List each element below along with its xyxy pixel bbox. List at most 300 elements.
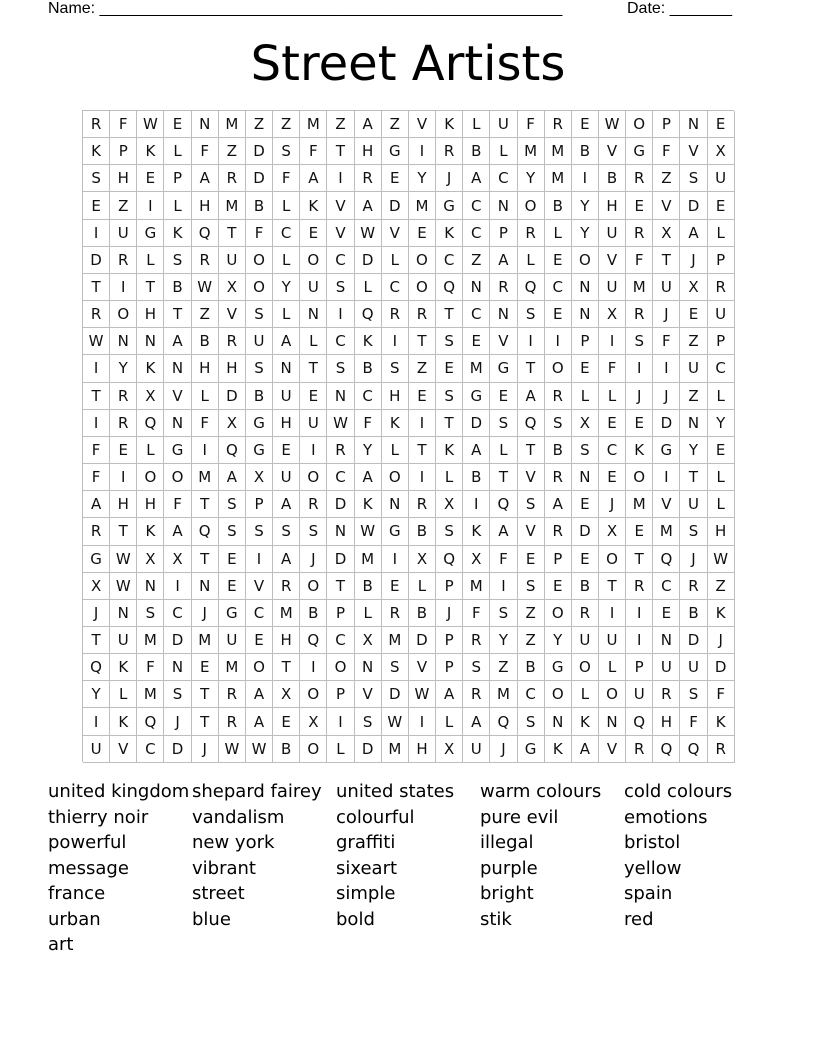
grid-cell[interactable]: V bbox=[599, 138, 626, 165]
grid-cell[interactable]: Z bbox=[490, 654, 517, 681]
grid-cell[interactable]: I bbox=[83, 220, 110, 247]
grid-cell[interactable]: L bbox=[192, 383, 219, 410]
grid-cell[interactable]: T bbox=[192, 491, 219, 518]
grid-cell[interactable]: A bbox=[436, 681, 463, 708]
grid-cell[interactable]: E bbox=[599, 464, 626, 491]
grid-cell[interactable]: A bbox=[518, 383, 545, 410]
grid-cell[interactable]: M bbox=[219, 111, 246, 138]
grid-cell[interactable]: O bbox=[300, 736, 327, 763]
grid-cell[interactable]: X bbox=[436, 491, 463, 518]
grid-cell[interactable]: H bbox=[355, 138, 382, 165]
grid-cell[interactable]: J bbox=[653, 301, 680, 328]
grid-cell[interactable]: O bbox=[246, 654, 273, 681]
grid-cell[interactable]: N bbox=[490, 301, 517, 328]
grid-cell[interactable]: D bbox=[327, 546, 354, 573]
grid-cell[interactable]: R bbox=[83, 111, 110, 138]
grid-cell[interactable]: K bbox=[626, 437, 653, 464]
grid-cell[interactable]: C bbox=[463, 301, 490, 328]
grid-cell[interactable]: F bbox=[192, 138, 219, 165]
grid-cell[interactable]: D bbox=[355, 736, 382, 763]
grid-cell[interactable]: O bbox=[300, 247, 327, 274]
grid-cell[interactable]: L bbox=[110, 681, 137, 708]
grid-cell[interactable]: U bbox=[490, 111, 517, 138]
grid-cell[interactable]: F bbox=[300, 138, 327, 165]
grid-cell[interactable]: V bbox=[653, 192, 680, 219]
grid-cell[interactable]: L bbox=[436, 464, 463, 491]
grid-cell[interactable]: A bbox=[246, 681, 273, 708]
grid-cell[interactable]: Y bbox=[518, 165, 545, 192]
grid-cell[interactable]: C bbox=[708, 355, 735, 382]
grid-cell[interactable]: B bbox=[246, 383, 273, 410]
grid-cell[interactable]: N bbox=[192, 111, 219, 138]
grid-cell[interactable]: G bbox=[219, 600, 246, 627]
grid-cell[interactable]: O bbox=[327, 654, 354, 681]
grid-cell[interactable]: F bbox=[83, 464, 110, 491]
grid-cell[interactable]: O bbox=[137, 464, 164, 491]
grid-cell[interactable]: T bbox=[192, 681, 219, 708]
grid-cell[interactable]: G bbox=[382, 138, 409, 165]
grid-cell[interactable]: T bbox=[273, 654, 300, 681]
grid-cell[interactable]: J bbox=[490, 736, 517, 763]
grid-cell[interactable]: R bbox=[572, 600, 599, 627]
grid-cell[interactable]: I bbox=[192, 437, 219, 464]
grid-cell[interactable]: E bbox=[490, 383, 517, 410]
grid-cell[interactable]: R bbox=[463, 681, 490, 708]
grid-cell[interactable]: S bbox=[164, 247, 191, 274]
grid-cell[interactable]: P bbox=[490, 220, 517, 247]
grid-cell[interactable]: K bbox=[436, 220, 463, 247]
grid-cell[interactable]: Y bbox=[83, 681, 110, 708]
grid-cell[interactable]: N bbox=[273, 355, 300, 382]
grid-cell[interactable]: R bbox=[83, 301, 110, 328]
grid-cell[interactable]: T bbox=[110, 518, 137, 545]
grid-cell[interactable]: X bbox=[246, 464, 273, 491]
grid-cell[interactable]: Q bbox=[653, 546, 680, 573]
grid-cell[interactable]: Q bbox=[192, 518, 219, 545]
grid-cell[interactable]: S bbox=[518, 301, 545, 328]
grid-cell[interactable]: F bbox=[518, 111, 545, 138]
grid-cell[interactable]: H bbox=[219, 355, 246, 382]
grid-cell[interactable]: S bbox=[518, 708, 545, 735]
grid-cell[interactable]: W bbox=[409, 681, 436, 708]
grid-cell[interactable]: U bbox=[572, 627, 599, 654]
grid-cell[interactable]: E bbox=[572, 111, 599, 138]
grid-cell[interactable]: L bbox=[708, 383, 735, 410]
grid-cell[interactable]: Y bbox=[708, 410, 735, 437]
grid-cell[interactable]: T bbox=[599, 573, 626, 600]
grid-cell[interactable]: R bbox=[653, 681, 680, 708]
grid-cell[interactable]: S bbox=[83, 165, 110, 192]
grid-cell[interactable]: C bbox=[545, 274, 572, 301]
grid-cell[interactable]: N bbox=[327, 518, 354, 545]
grid-cell[interactable]: S bbox=[518, 573, 545, 600]
grid-cell[interactable]: H bbox=[653, 708, 680, 735]
grid-cell[interactable]: N bbox=[110, 600, 137, 627]
grid-cell[interactable]: N bbox=[490, 192, 517, 219]
grid-cell[interactable]: K bbox=[110, 654, 137, 681]
grid-cell[interactable]: L bbox=[545, 220, 572, 247]
grid-cell[interactable]: C bbox=[463, 220, 490, 247]
grid-cell[interactable]: I bbox=[626, 627, 653, 654]
grid-cell[interactable]: E bbox=[137, 165, 164, 192]
grid-cell[interactable]: P bbox=[572, 328, 599, 355]
grid-cell[interactable]: A bbox=[355, 464, 382, 491]
grid-cell[interactable]: L bbox=[599, 383, 626, 410]
grid-cell[interactable]: U bbox=[219, 627, 246, 654]
grid-cell[interactable]: R bbox=[708, 274, 735, 301]
grid-cell[interactable]: L bbox=[137, 437, 164, 464]
grid-cell[interactable]: A bbox=[273, 491, 300, 518]
grid-cell[interactable]: S bbox=[246, 301, 273, 328]
grid-cell[interactable]: T bbox=[518, 355, 545, 382]
grid-cell[interactable]: A bbox=[463, 708, 490, 735]
grid-cell[interactable]: M bbox=[626, 274, 653, 301]
grid-cell[interactable]: S bbox=[490, 410, 517, 437]
grid-cell[interactable]: O bbox=[382, 464, 409, 491]
grid-cell[interactable]: C bbox=[463, 192, 490, 219]
grid-cell[interactable]: I bbox=[327, 301, 354, 328]
grid-cell[interactable]: F bbox=[490, 546, 517, 573]
grid-cell[interactable]: Y bbox=[409, 165, 436, 192]
grid-cell[interactable]: H bbox=[599, 192, 626, 219]
grid-cell[interactable]: K bbox=[300, 192, 327, 219]
grid-cell[interactable]: N bbox=[680, 410, 707, 437]
grid-cell[interactable]: R bbox=[545, 518, 572, 545]
grid-cell[interactable]: B bbox=[273, 736, 300, 763]
grid-cell[interactable]: N bbox=[192, 573, 219, 600]
grid-cell[interactable]: B bbox=[599, 165, 626, 192]
grid-cell[interactable]: V bbox=[409, 654, 436, 681]
grid-cell[interactable]: O bbox=[409, 274, 436, 301]
grid-cell[interactable]: E bbox=[545, 247, 572, 274]
grid-cell[interactable]: E bbox=[572, 355, 599, 382]
grid-cell[interactable]: G bbox=[246, 437, 273, 464]
grid-cell[interactable]: E bbox=[382, 165, 409, 192]
grid-cell[interactable]: A bbox=[300, 165, 327, 192]
grid-cell[interactable]: V bbox=[490, 328, 517, 355]
grid-cell[interactable]: I bbox=[110, 464, 137, 491]
grid-cell[interactable]: O bbox=[300, 681, 327, 708]
grid-cell[interactable]: V bbox=[355, 681, 382, 708]
grid-cell[interactable]: D bbox=[246, 138, 273, 165]
grid-cell[interactable]: F bbox=[110, 111, 137, 138]
grid-cell[interactable]: S bbox=[436, 518, 463, 545]
grid-cell[interactable]: M bbox=[545, 138, 572, 165]
grid-cell[interactable]: U bbox=[273, 464, 300, 491]
grid-cell[interactable]: J bbox=[708, 627, 735, 654]
grid-cell[interactable]: L bbox=[518, 247, 545, 274]
grid-cell[interactable]: E bbox=[572, 546, 599, 573]
grid-cell[interactable]: A bbox=[192, 165, 219, 192]
grid-cell[interactable]: L bbox=[382, 437, 409, 464]
grid-cell[interactable]: R bbox=[219, 708, 246, 735]
grid-cell[interactable]: T bbox=[192, 708, 219, 735]
grid-cell[interactable]: V bbox=[409, 111, 436, 138]
grid-cell[interactable]: E bbox=[626, 192, 653, 219]
grid-cell[interactable]: F bbox=[246, 220, 273, 247]
grid-cell[interactable]: R bbox=[382, 600, 409, 627]
grid-cell[interactable]: X bbox=[409, 546, 436, 573]
name-field[interactable]: Name: ____________________________________________________ bbox=[48, 0, 563, 17]
grid-cell[interactable]: R bbox=[327, 437, 354, 464]
grid-cell[interactable]: E bbox=[708, 437, 735, 464]
grid-cell[interactable]: S bbox=[246, 518, 273, 545]
grid-cell[interactable]: J bbox=[626, 383, 653, 410]
grid-cell[interactable]: X bbox=[708, 138, 735, 165]
grid-cell[interactable]: T bbox=[192, 546, 219, 573]
grid-cell[interactable]: E bbox=[246, 627, 273, 654]
grid-cell[interactable]: D bbox=[83, 247, 110, 274]
grid-cell[interactable]: C bbox=[164, 600, 191, 627]
grid-cell[interactable]: E bbox=[626, 518, 653, 545]
grid-cell[interactable]: E bbox=[545, 573, 572, 600]
grid-cell[interactable]: C bbox=[599, 437, 626, 464]
grid-cell[interactable]: E bbox=[83, 192, 110, 219]
grid-cell[interactable]: U bbox=[219, 247, 246, 274]
grid-cell[interactable]: X bbox=[599, 301, 626, 328]
grid-cell[interactable]: R bbox=[463, 627, 490, 654]
grid-cell[interactable]: V bbox=[599, 736, 626, 763]
grid-cell[interactable]: N bbox=[300, 301, 327, 328]
grid-cell[interactable]: A bbox=[463, 437, 490, 464]
grid-cell[interactable]: S bbox=[219, 518, 246, 545]
grid-cell[interactable]: I bbox=[518, 328, 545, 355]
grid-cell[interactable]: L bbox=[708, 464, 735, 491]
grid-cell[interactable]: Z bbox=[110, 192, 137, 219]
grid-cell[interactable]: R bbox=[545, 383, 572, 410]
grid-cell[interactable]: J bbox=[300, 546, 327, 573]
grid-cell[interactable]: N bbox=[327, 383, 354, 410]
grid-cell[interactable]: C bbox=[327, 247, 354, 274]
grid-cell[interactable]: O bbox=[545, 681, 572, 708]
grid-cell[interactable]: H bbox=[273, 627, 300, 654]
grid-cell[interactable]: D bbox=[680, 192, 707, 219]
grid-cell[interactable]: C bbox=[490, 165, 517, 192]
grid-cell[interactable]: Q bbox=[355, 301, 382, 328]
grid-cell[interactable]: N bbox=[355, 654, 382, 681]
grid-cell[interactable]: E bbox=[545, 301, 572, 328]
grid-cell[interactable]: G bbox=[463, 383, 490, 410]
grid-cell[interactable]: Q bbox=[436, 274, 463, 301]
grid-cell[interactable]: E bbox=[300, 383, 327, 410]
grid-cell[interactable]: C bbox=[273, 220, 300, 247]
grid-cell[interactable]: K bbox=[355, 328, 382, 355]
grid-cell[interactable]: M bbox=[545, 165, 572, 192]
grid-cell[interactable]: M bbox=[219, 654, 246, 681]
grid-cell[interactable]: W bbox=[708, 546, 735, 573]
grid-cell[interactable]: S bbox=[680, 518, 707, 545]
grid-cell[interactable]: T bbox=[436, 301, 463, 328]
grid-cell[interactable]: O bbox=[246, 274, 273, 301]
grid-cell[interactable]: T bbox=[327, 138, 354, 165]
grid-cell[interactable]: I bbox=[572, 165, 599, 192]
grid-cell[interactable]: H bbox=[382, 383, 409, 410]
grid-cell[interactable]: V bbox=[653, 491, 680, 518]
grid-cell[interactable]: E bbox=[409, 220, 436, 247]
grid-cell[interactable]: X bbox=[300, 708, 327, 735]
grid-cell[interactable]: R bbox=[708, 736, 735, 763]
grid-cell[interactable]: L bbox=[164, 192, 191, 219]
grid-cell[interactable]: D bbox=[409, 627, 436, 654]
grid-cell[interactable]: S bbox=[572, 437, 599, 464]
grid-cell[interactable]: N bbox=[572, 274, 599, 301]
grid-cell[interactable]: R bbox=[626, 165, 653, 192]
grid-cell[interactable]: I bbox=[626, 355, 653, 382]
grid-cell[interactable]: I bbox=[137, 192, 164, 219]
grid-cell[interactable]: A bbox=[463, 165, 490, 192]
grid-cell[interactable]: A bbox=[680, 220, 707, 247]
grid-cell[interactable]: U bbox=[110, 220, 137, 247]
grid-cell[interactable]: O bbox=[599, 546, 626, 573]
grid-cell[interactable]: Q bbox=[300, 627, 327, 654]
grid-cell[interactable]: L bbox=[490, 138, 517, 165]
grid-cell[interactable]: G bbox=[382, 518, 409, 545]
grid-cell[interactable]: L bbox=[436, 708, 463, 735]
grid-cell[interactable]: G bbox=[137, 220, 164, 247]
grid-cell[interactable]: S bbox=[355, 708, 382, 735]
grid-cell[interactable]: T bbox=[137, 274, 164, 301]
grid-cell[interactable]: U bbox=[653, 654, 680, 681]
grid-cell[interactable]: R bbox=[545, 111, 572, 138]
grid-cell[interactable]: X bbox=[680, 274, 707, 301]
grid-cell[interactable]: F bbox=[599, 355, 626, 382]
grid-cell[interactable]: I bbox=[382, 546, 409, 573]
grid-cell[interactable]: F bbox=[463, 600, 490, 627]
grid-cell[interactable]: D bbox=[382, 192, 409, 219]
grid-cell[interactable]: K bbox=[436, 111, 463, 138]
grid-cell[interactable]: I bbox=[490, 573, 517, 600]
grid-cell[interactable]: L bbox=[273, 247, 300, 274]
grid-cell[interactable]: H bbox=[192, 355, 219, 382]
grid-cell[interactable]: F bbox=[355, 410, 382, 437]
grid-cell[interactable]: I bbox=[409, 138, 436, 165]
grid-cell[interactable]: G bbox=[490, 355, 517, 382]
grid-cell[interactable]: S bbox=[680, 165, 707, 192]
grid-cell[interactable]: V bbox=[164, 383, 191, 410]
grid-cell[interactable]: Q bbox=[518, 274, 545, 301]
grid-cell[interactable]: V bbox=[327, 220, 354, 247]
grid-cell[interactable]: S bbox=[626, 328, 653, 355]
grid-cell[interactable]: L bbox=[273, 192, 300, 219]
grid-cell[interactable]: D bbox=[382, 681, 409, 708]
grid-cell[interactable]: I bbox=[110, 274, 137, 301]
grid-cell[interactable]: N bbox=[463, 274, 490, 301]
grid-cell[interactable]: X bbox=[137, 546, 164, 573]
grid-cell[interactable]: F bbox=[164, 491, 191, 518]
grid-cell[interactable]: L bbox=[164, 138, 191, 165]
grid-cell[interactable]: G bbox=[164, 437, 191, 464]
grid-cell[interactable]: O bbox=[626, 464, 653, 491]
grid-cell[interactable]: B bbox=[463, 138, 490, 165]
grid-cell[interactable]: N bbox=[572, 464, 599, 491]
grid-cell[interactable]: I bbox=[409, 410, 436, 437]
grid-cell[interactable]: R bbox=[382, 301, 409, 328]
grid-cell[interactable]: X bbox=[436, 736, 463, 763]
grid-cell[interactable]: V bbox=[246, 573, 273, 600]
grid-cell[interactable]: U bbox=[680, 355, 707, 382]
grid-cell[interactable]: C bbox=[382, 274, 409, 301]
grid-cell[interactable]: R bbox=[626, 301, 653, 328]
grid-cell[interactable]: O bbox=[300, 464, 327, 491]
grid-cell[interactable]: E bbox=[626, 410, 653, 437]
grid-cell[interactable]: L bbox=[382, 247, 409, 274]
grid-cell[interactable]: P bbox=[708, 247, 735, 274]
grid-cell[interactable]: I bbox=[409, 708, 436, 735]
grid-cell[interactable]: I bbox=[653, 355, 680, 382]
grid-cell[interactable]: Q bbox=[137, 410, 164, 437]
grid-cell[interactable]: E bbox=[680, 301, 707, 328]
grid-cell[interactable]: J bbox=[436, 165, 463, 192]
grid-cell[interactable]: R bbox=[409, 491, 436, 518]
grid-cell[interactable]: U bbox=[653, 274, 680, 301]
grid-cell[interactable]: L bbox=[708, 491, 735, 518]
date-field[interactable]: Date: _______ bbox=[627, 0, 732, 17]
grid-cell[interactable]: K bbox=[463, 518, 490, 545]
grid-cell[interactable]: W bbox=[355, 518, 382, 545]
grid-cell[interactable]: I bbox=[599, 600, 626, 627]
grid-cell[interactable]: B bbox=[680, 600, 707, 627]
grid-cell[interactable]: K bbox=[572, 708, 599, 735]
grid-cell[interactable]: S bbox=[490, 600, 517, 627]
grid-cell[interactable]: Q bbox=[518, 410, 545, 437]
grid-cell[interactable]: Q bbox=[490, 491, 517, 518]
grid-cell[interactable]: P bbox=[545, 546, 572, 573]
grid-cell[interactable]: I bbox=[409, 464, 436, 491]
grid-cell[interactable]: R bbox=[273, 573, 300, 600]
grid-cell[interactable]: I bbox=[599, 328, 626, 355]
grid-cell[interactable]: R bbox=[355, 165, 382, 192]
grid-cell[interactable]: M bbox=[137, 681, 164, 708]
grid-cell[interactable]: S bbox=[518, 491, 545, 518]
grid-cell[interactable]: E bbox=[164, 111, 191, 138]
grid-cell[interactable]: R bbox=[626, 220, 653, 247]
grid-cell[interactable]: L bbox=[300, 328, 327, 355]
grid-cell[interactable]: H bbox=[110, 165, 137, 192]
grid-cell[interactable]: D bbox=[246, 165, 273, 192]
grid-cell[interactable]: S bbox=[436, 328, 463, 355]
grid-cell[interactable]: T bbox=[436, 410, 463, 437]
grid-cell[interactable]: V bbox=[327, 192, 354, 219]
grid-cell[interactable]: O bbox=[599, 681, 626, 708]
grid-cell[interactable]: C bbox=[436, 247, 463, 274]
grid-cell[interactable]: X bbox=[572, 410, 599, 437]
grid-cell[interactable]: A bbox=[273, 328, 300, 355]
grid-cell[interactable]: U bbox=[300, 410, 327, 437]
grid-cell[interactable]: O bbox=[300, 573, 327, 600]
grid-cell[interactable]: B bbox=[409, 600, 436, 627]
grid-cell[interactable]: P bbox=[164, 165, 191, 192]
grid-cell[interactable]: V bbox=[110, 736, 137, 763]
grid-cell[interactable]: S bbox=[327, 355, 354, 382]
grid-cell[interactable]: O bbox=[246, 247, 273, 274]
grid-cell[interactable]: X bbox=[355, 627, 382, 654]
grid-cell[interactable]: P bbox=[436, 573, 463, 600]
grid-cell[interactable]: K bbox=[708, 600, 735, 627]
grid-cell[interactable]: B bbox=[300, 600, 327, 627]
grid-cell[interactable]: T bbox=[327, 573, 354, 600]
grid-cell[interactable]: R bbox=[626, 573, 653, 600]
grid-cell[interactable]: M bbox=[355, 546, 382, 573]
grid-cell[interactable]: S bbox=[545, 410, 572, 437]
grid-cell[interactable]: Q bbox=[192, 220, 219, 247]
grid-cell[interactable]: D bbox=[327, 491, 354, 518]
grid-cell[interactable]: S bbox=[219, 491, 246, 518]
grid-cell[interactable]: U bbox=[708, 165, 735, 192]
grid-cell[interactable]: K bbox=[83, 138, 110, 165]
grid-cell[interactable]: O bbox=[545, 355, 572, 382]
grid-cell[interactable]: P bbox=[327, 681, 354, 708]
grid-cell[interactable]: R bbox=[110, 247, 137, 274]
